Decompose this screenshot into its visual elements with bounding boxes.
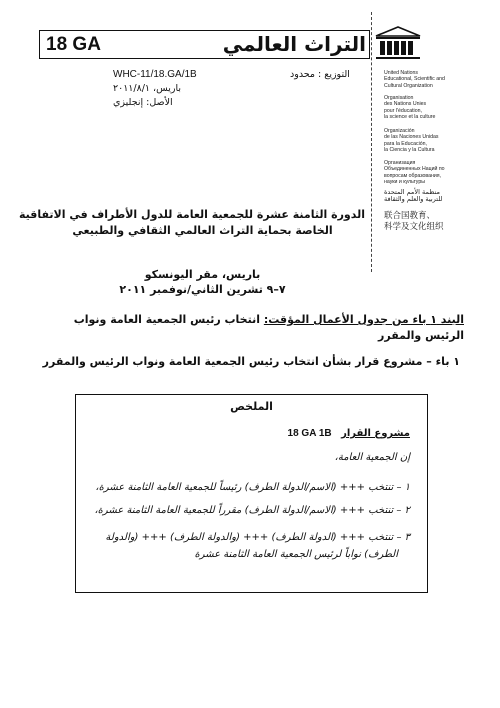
summary-item-3-continued: الطرف) نواباً لرئيس الجمعية العامة الثامنة عشرة <box>194 549 398 560</box>
agenda-item-continued: الرئيس والمقرر <box>378 329 464 342</box>
agenda-item-text: انتخاب رئيس الجمعية العامة ونواب <box>73 313 260 326</box>
draft-decision-label: مشروع القرار 18 GA 1B <box>287 428 410 439</box>
org-name-ru: Организация Объединенных Наций по вопросам образования, науки и культуры <box>384 160 445 186</box>
conference-dates: ٧–٩ تشرين الثاني/نوفمبر ٢٠١١ <box>119 283 286 296</box>
distribution-label: التوزيع : محدود <box>290 69 350 80</box>
place-date: باريس، ٢٠١١/٨/١ <box>113 83 181 94</box>
org-name-es: Organización de las Naciones Unidas para la Educación, la Ciencia y la Cultura <box>384 128 439 154</box>
summary-intro: إن الجمعية العامة، <box>334 452 410 463</box>
conference-title-line1: الدورة الثامنة عشرة للجمعية العامة للدول الأطراف في الاتفاقية <box>18 208 365 221</box>
agenda-item <box>36 313 464 326</box>
document-code: 18 GA <box>46 34 101 55</box>
summary-item-2: ٢ – تنتخب +++ (الاسم/الدولة الطرف) مقرراً للجمعية العامة الثامنة عشرة، <box>94 505 410 516</box>
summary-title: الملخص <box>230 400 273 413</box>
org-name-ar: منظمة الأمم المتحدة للتربية والعلم والثقافة <box>384 188 443 203</box>
draft-decision-heading: ١ باء – مشروع قرار بشأن انتخاب رئيس الجمعية العامة ونواب الرئيس والمقرر <box>42 355 460 368</box>
page-title: التراث العالمي <box>222 32 366 56</box>
unesco-logo-icon <box>372 26 424 62</box>
summary-item-1: ١ – تنتخب +++ (الاسم/الدولة الطرف) رئيساً للجمعية العامة الثامنة عشرة، <box>95 482 410 493</box>
summary-item-3: ٣ – تنتخب +++ (الدولة الطرف) +++ (والدولة الطرف) +++ (والدولة <box>105 532 410 543</box>
document-reference: WHC-11/18.GA/1B <box>113 69 197 80</box>
org-name-fr: Organisation des Nations Unies pour l'éducation, la science et la culture <box>384 95 436 121</box>
org-name-en: United Nations Educational, Scientific and Cultural Organization <box>384 70 445 89</box>
agenda-item-label: البند ١ باء من جدول الأعمال المؤقت: <box>263 313 464 326</box>
conference-title-line2: الخاصة بحماية التراث العالمي الثقافي والطبيعي <box>72 224 333 237</box>
summary-box <box>75 394 428 593</box>
org-name-zh: 联合国教育、 科学及文化组织 <box>384 211 444 232</box>
conference-venue: باريس، مقر اليونسكو <box>144 268 261 281</box>
original-language: الأصل: إنجليزي <box>113 97 173 108</box>
